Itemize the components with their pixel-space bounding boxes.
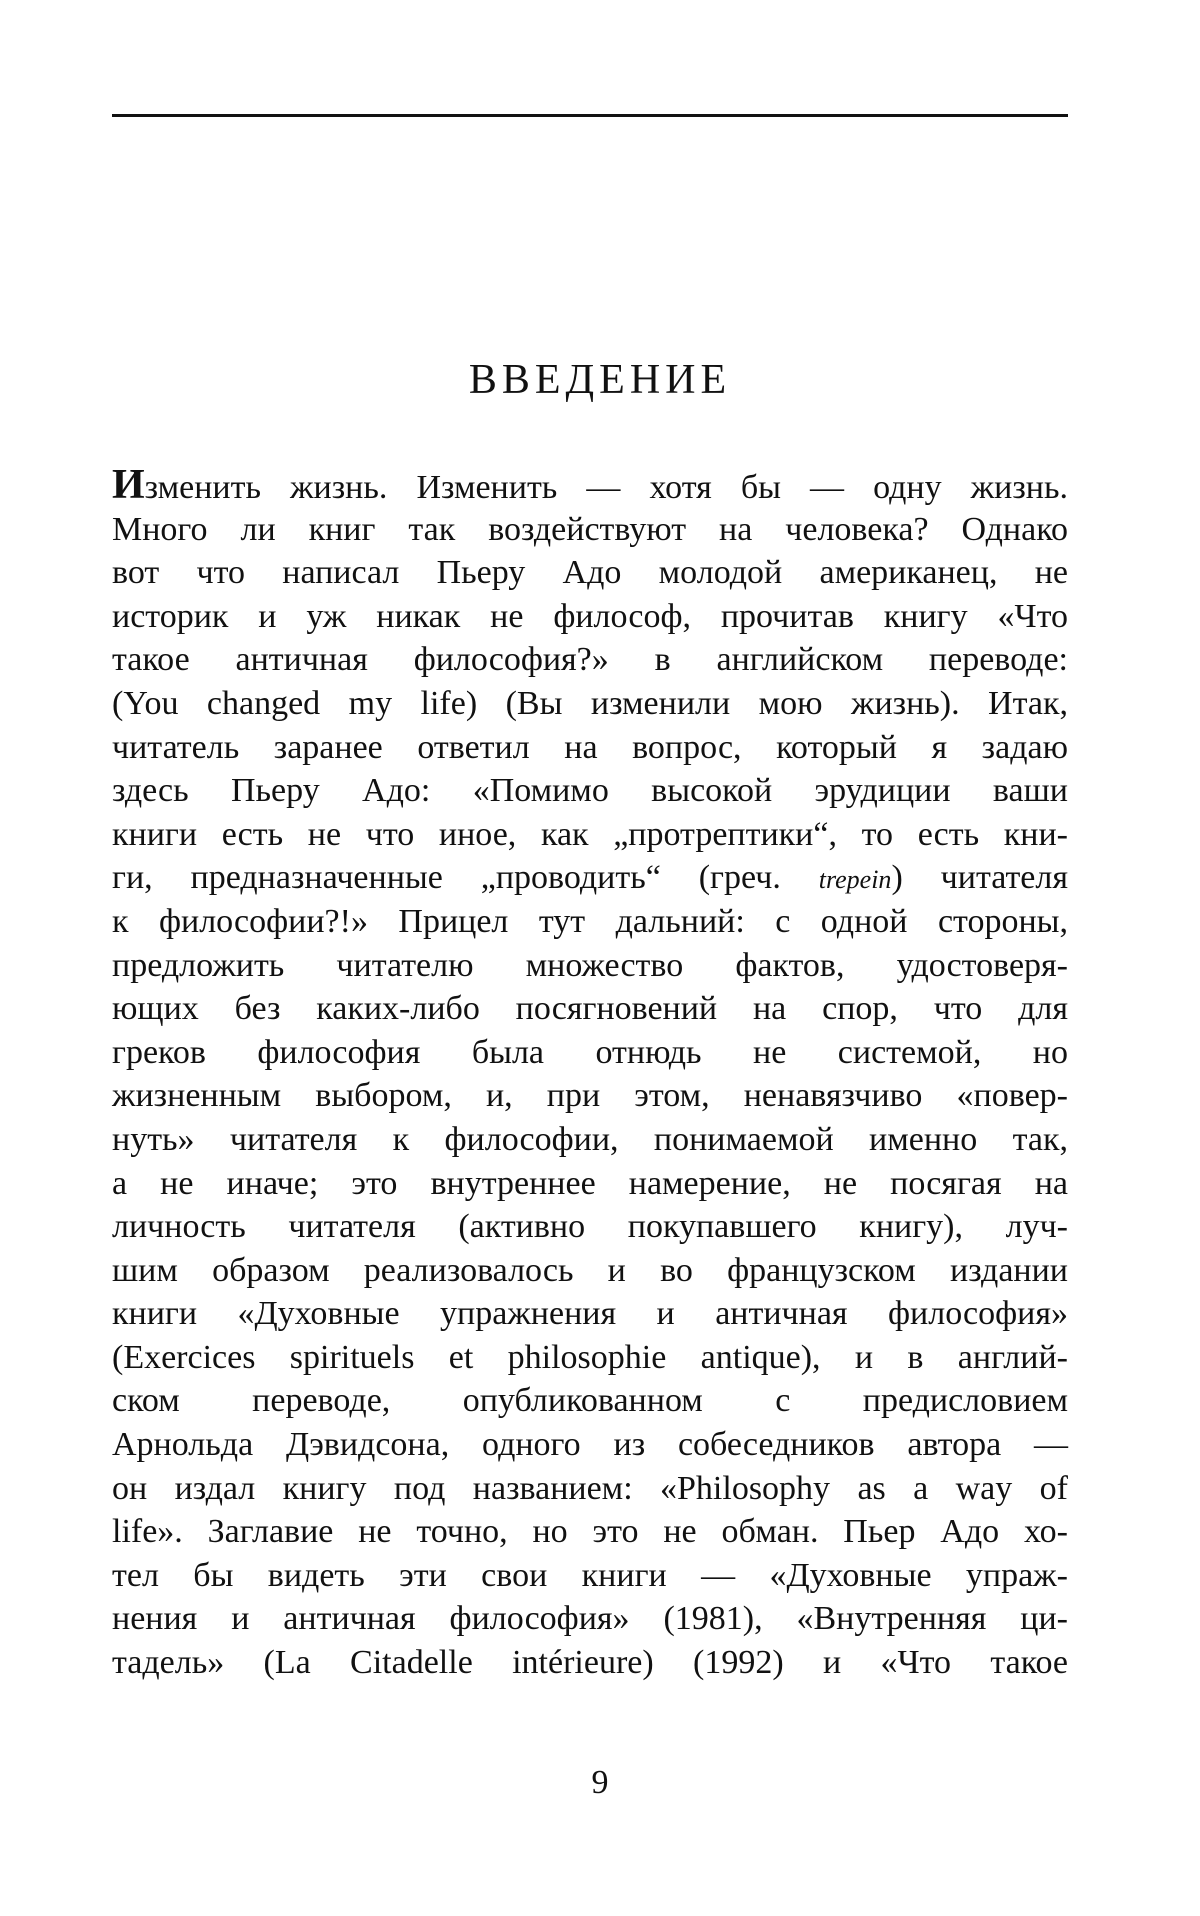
text-line: тел бы видеть эти свои книги — «Духовные упраж- <box>112 1556 1068 1594</box>
text-line: предложить читателю множество фактов, удостоверя- <box>112 946 1068 984</box>
text-line: историк и уж никак не философ, прочитав книгу «Что <box>112 597 1068 635</box>
text-line: вот что написал Пьеру Адо молодой американец, не <box>112 554 1068 592</box>
text-line-content: ги, предназначенные „проводить“ (греч. <box>112 859 819 897</box>
text-line: нения и античная философия» (1981), «Внутренняя ци- <box>112 1600 1068 1638</box>
text-line: читатель заранее ответил на вопрос, который я задаю <box>112 728 1068 766</box>
dropcap: И <box>112 462 145 508</box>
text-line: личность читателя (активно покупавшего книгу), луч- <box>112 1208 1068 1246</box>
body-paragraph <box>112 464 1068 1685</box>
text-line: тадель» (La Citadelle intérieure) (1992) и «Что такое <box>112 1644 1068 1682</box>
text-line: Много ли книг так воздействуют на человека? Однако <box>112 510 1068 548</box>
text-line: шим образом реализовалось и во французском издании <box>112 1251 1068 1289</box>
text-line: здесь Пьеру Адо: «Помимо высокой эрудиции ваши <box>112 772 1068 810</box>
text-line: (You changed my life) (Вы изменили мою жизнь). Итак, <box>112 684 1068 722</box>
chapter-heading: ВВЕДЕНИЕ <box>468 357 732 403</box>
text-line <box>112 856 1068 900</box>
text-line: он издал книгу под названием: «Philosophy as a way of <box>112 1469 1068 1507</box>
text-line-content: ) читателя <box>891 859 1068 897</box>
text-line: к философии?!» Прицел тут дальний: с одной стороны, <box>112 902 1068 940</box>
text-line-content: зменить жизнь. Изменить — хотя бы — одну жизнь. <box>144 469 1068 506</box>
text-line: ском переводе, опубликованном с предисловием <box>112 1382 1068 1420</box>
text-line: Арнольда Дэвидсона, одного из собеседников автора — <box>112 1426 1068 1464</box>
text-line: а не иначе; это внутреннее намерение, не посягая на <box>112 1164 1068 1202</box>
text-line: life». Заглавие не точно, но это не обман. Пьер Адо хо- <box>112 1513 1068 1551</box>
text-line: такое античная философия?» в английском переводе: <box>112 641 1068 679</box>
text-line: ющих без каких-либо посягновений на спор, что для <box>112 990 1068 1028</box>
text-line: нуть» читателя к философии, понимаемой именно так, <box>112 1120 1068 1158</box>
top-rule <box>112 114 1068 117</box>
text-line: книги «Духовные упражнения и античная философия» <box>112 1295 1068 1333</box>
text-line: книги есть не что иное, как „протрептики“, то есть кни- <box>112 815 1068 853</box>
text-line: греков философия была отнюдь не системой, но <box>112 1033 1068 1071</box>
italic-term: trepein <box>818 865 892 895</box>
text-line: жизненным выбором, и, при этом, ненавязчиво «повер- <box>112 1077 1068 1115</box>
text-line <box>112 464 1068 508</box>
text-line: (Exercices spirituels et philosophie antique), и в англий- <box>112 1338 1068 1376</box>
page-number: 9 <box>591 1764 609 1801</box>
